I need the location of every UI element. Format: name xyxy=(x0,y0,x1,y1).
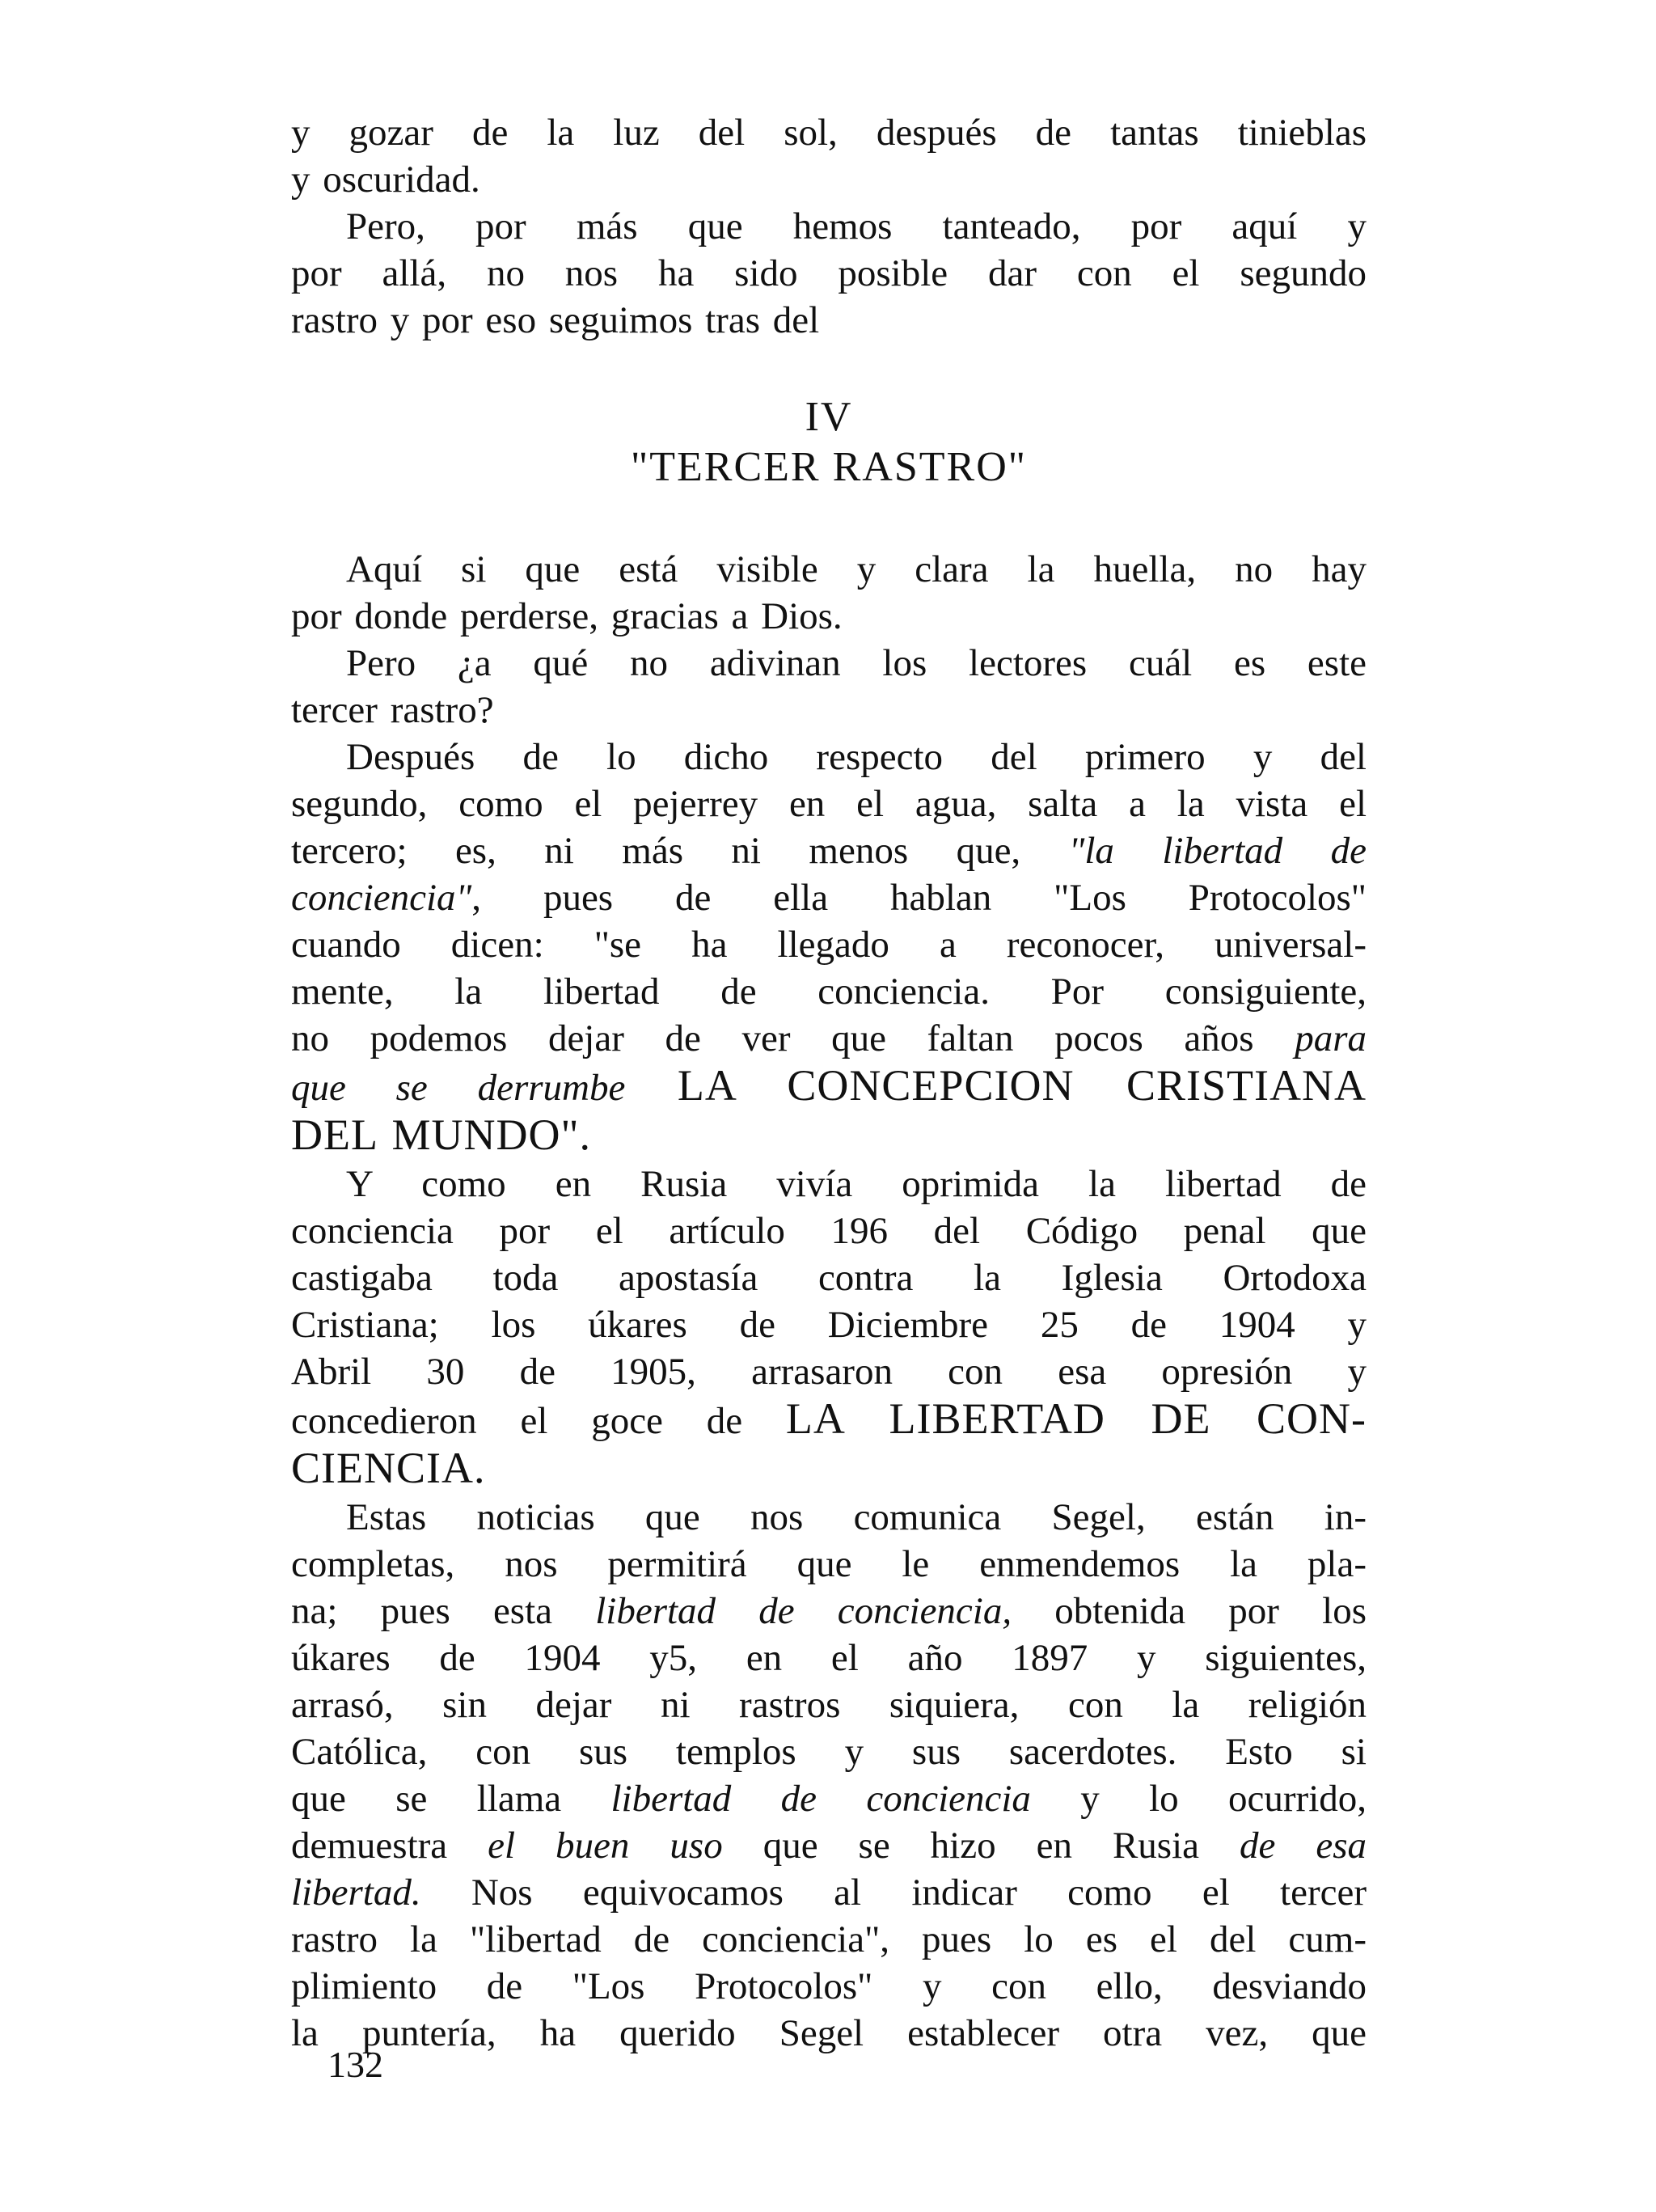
text-line: rastro y por eso seguimos tras del xyxy=(291,299,820,341)
paragraph-continuation xyxy=(291,109,1367,203)
text-line xyxy=(291,1822,1367,1869)
text-line: y gozar de la luz del sol, después de tantas tinieblas xyxy=(291,112,1367,154)
paragraph xyxy=(291,546,1367,640)
text-line: arrasó, sin dejar ni rastros siquiera, con la religión xyxy=(291,1684,1367,1726)
text-line xyxy=(291,827,1367,874)
caps-run: LA LIBERTAD DE CON- xyxy=(785,1394,1367,1443)
paragraph xyxy=(291,203,1367,344)
italic-run: para xyxy=(1295,1017,1367,1059)
italic-run: el buen uso xyxy=(488,1825,723,1867)
section-title: "TERCER RASTRO" xyxy=(631,444,1027,490)
text-run: y lo ocurrido, xyxy=(1030,1778,1367,1820)
text-line: plimiento de "Los Protocolos" y con ello, desviando xyxy=(291,1965,1367,2007)
text-run: obtenida por los xyxy=(1012,1590,1367,1632)
text-line: Después de lo dicho respecto del primero y del xyxy=(346,736,1367,778)
page-text-block xyxy=(291,109,1367,2057)
text-line: segundo, como el pejerrey en el agua, salta a la vista el xyxy=(291,783,1367,825)
text-run: no podemos dejar de ver que faltan pocos años xyxy=(291,1017,1295,1059)
text-line: y oscuridad. xyxy=(291,159,480,201)
italic-run: "la libertad de xyxy=(1068,830,1367,872)
paragraph xyxy=(291,1161,1367,1494)
text-run: Nos equivocamos al indicar como el tercer xyxy=(420,1872,1367,1914)
text-line: Católica, con sus templos y sus sacerdotes. Esto si xyxy=(291,1731,1367,1773)
text-line: Pero ¿a qué no adivinan los lectores cuál es este xyxy=(346,642,1367,684)
text-line: Aquí si que está visible y clara la huella, no hay xyxy=(346,548,1367,590)
text-line xyxy=(291,1015,1367,1062)
text-line: Cristiana; los úkares de Diciembre 25 de 1904 y xyxy=(291,1304,1367,1346)
text-line: completas, nos permitirá que le enmendemos la pla- xyxy=(291,1543,1367,1585)
caps-run: LA CONCEPCION CRISTIANA xyxy=(625,1061,1367,1110)
text-run: concedieron el goce de xyxy=(291,1400,786,1442)
text-line: Y como en Rusia vivía oprimida la libertad de xyxy=(346,1163,1367,1205)
text-line xyxy=(291,1869,1367,1916)
italic-run: conciencia" xyxy=(291,877,472,919)
caps-run: DEL MUNDO". xyxy=(291,1110,592,1159)
text-line: por donde perderse, gracias a Dios. xyxy=(291,595,843,637)
text-line xyxy=(291,874,1367,921)
paragraph xyxy=(291,734,1367,1161)
section-number: IV xyxy=(805,394,853,440)
italic-run: que se derrumbe xyxy=(291,1067,626,1109)
text-line: Pero, por más que hemos tanteado, por aquí y xyxy=(346,205,1367,247)
text-line: la puntería, ha querido Segel establecer otra vez, que xyxy=(291,2012,1367,2054)
paragraph xyxy=(291,1494,1367,2057)
text-line xyxy=(291,1395,1367,1444)
text-line: Estas noticias que nos comunica Segel, están in- xyxy=(346,1496,1367,1538)
text-run: que se llama xyxy=(291,1778,611,1820)
italic-run: libertad. xyxy=(291,1872,421,1914)
text-run: na; pues esta xyxy=(291,1590,596,1632)
italic-run: de esa xyxy=(1240,1825,1367,1867)
text-line: por allá, no nos ha sido posible dar con el segundo xyxy=(291,252,1367,294)
text-line xyxy=(291,1444,1367,1494)
text-line: mente, la libertad de conciencia. Por consiguiente, xyxy=(291,971,1367,1013)
text-line: Abril 30 de 1905, arrasaron con esa opresión y xyxy=(291,1351,1367,1393)
text-line: castigaba toda apostasía contra la Iglesia Ortodoxa xyxy=(291,1257,1367,1299)
page-number: 132 xyxy=(327,2044,383,2085)
text-run: tercero; es, ni más ni menos que, xyxy=(291,830,1069,872)
text-line: tercer rastro? xyxy=(291,689,494,731)
text-line: rastro la "libertad de conciencia", pues lo es el del cum- xyxy=(291,1918,1367,1960)
italic-run: libertad de conciencia xyxy=(610,1778,1031,1820)
text-line xyxy=(291,1062,1367,1111)
text-run: , pues de ella hablan "Los Protocolos" xyxy=(471,877,1367,919)
text-line xyxy=(291,1588,1367,1635)
text-run: demuestra xyxy=(291,1825,488,1867)
italic-run: libertad de conciencia, xyxy=(595,1590,1012,1632)
text-line: cuando dicen: "se ha llegado a reconocer, universal- xyxy=(291,924,1367,966)
text-run: que se hizo en Rusia xyxy=(722,1825,1240,1867)
caps-run: CIENCIA. xyxy=(291,1444,486,1492)
text-line xyxy=(291,1111,1367,1161)
text-line: conciencia por el artículo 196 del Código penal que xyxy=(291,1210,1367,1252)
text-line xyxy=(291,1775,1367,1822)
paragraph xyxy=(291,640,1367,734)
text-line: úkares de 1904 y5, en el año 1897 y siguientes, xyxy=(291,1637,1367,1679)
